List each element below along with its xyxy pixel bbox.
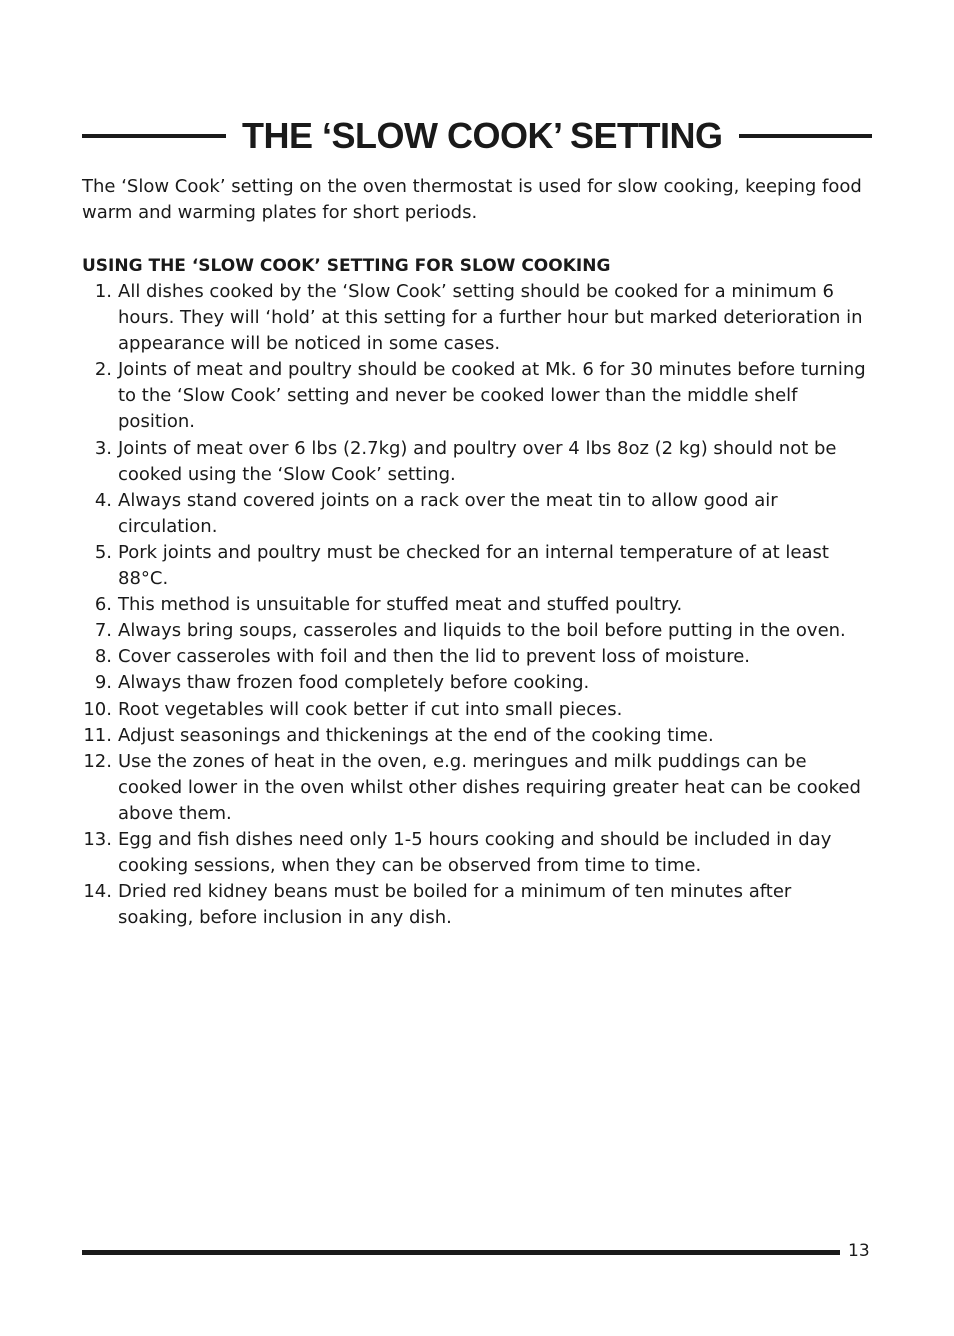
step-number: 11.	[83, 724, 112, 746]
step-number: 5.	[94, 541, 112, 563]
intro-paragraph: The ‘Slow Cook’ setting on the oven thermostat is used for slow cooking, keeping food warm and warming plates for short periods.	[82, 176, 862, 223]
list-item	[82, 697, 872, 723]
step-text: Always stand covered joints on a rack over the meat tin to allow good air circulation.	[118, 489, 778, 537]
step-text: Always bring soups, casseroles and liquids to the boil before putting in the oven.	[118, 620, 846, 642]
list-item	[82, 670, 872, 696]
list-item	[82, 540, 872, 592]
step-number: 10.	[83, 698, 112, 720]
title-row	[82, 108, 872, 164]
step-text: Joints of meat over 6 lbs (2.7kg) and poultry over 4 lbs 8oz (2 kg) should not be cooked using the ‘Slow Cook’ setting.	[118, 437, 837, 485]
list-item	[82, 618, 872, 644]
footer-rule	[82, 1250, 840, 1255]
step-number: 8.	[94, 646, 112, 668]
step-number: 1.	[94, 281, 112, 302]
step-number: 3.	[94, 437, 112, 459]
list-item	[82, 357, 872, 435]
step-number: 14.	[83, 881, 112, 903]
steps-list	[82, 279, 872, 931]
step-number: 7.	[94, 620, 112, 642]
title-rule-right	[739, 134, 872, 138]
step-text: Cover casseroles with foil and then the lid to prevent loss of moisture.	[118, 646, 750, 668]
list-item	[82, 279, 872, 357]
step-number: 13.	[83, 828, 112, 850]
step-number: 6.	[94, 594, 112, 616]
step-text: All dishes cooked by the ‘Slow Cook’ setting should be cooked for a minimum 6 hours. They will ‘hold’ at this setting for a further hour but marked deterioration in appearance will be noticed in some cases.	[118, 281, 863, 355]
list-item	[82, 488, 872, 540]
list-item	[82, 827, 872, 879]
list-item	[82, 723, 872, 749]
step-text: Pork joints and poultry must be checked for an internal temperature of at least 88°C.	[118, 541, 829, 590]
title-rule-left	[82, 134, 226, 138]
step-text: Adjust seasonings and thickenings at the end of the cooking time.	[118, 724, 714, 746]
step-text: Joints of meat and poultry should be cooked at Mk. 6 for 30 minutes before turning to the ‘Slow Cook’ setting and never be cooked lower than the middle shelf position.	[118, 359, 866, 433]
step-text: Use the zones of heat in the oven, e.g. meringues and milk puddings can be cooked lower in the oven whilst other dishes requiring greater heat can be cooked above them.	[118, 750, 861, 824]
list-item	[82, 879, 872, 931]
step-number: 9.	[94, 672, 112, 694]
page-title: THE ‘SLOW COOK’ SETTING	[242, 115, 723, 156]
step-text: Egg and fish dishes need only 1-5 hours cooking and should be included in day cooking sessions, when they can be observed from time to time.	[118, 828, 832, 877]
list-item	[82, 592, 872, 618]
step-number: 2.	[94, 359, 112, 381]
step-text: Dried red kidney beans must be boiled for a minimum of ten minutes after soaking, before inclusion in any dish.	[118, 881, 792, 929]
list-item	[82, 749, 872, 827]
list-item	[82, 644, 872, 670]
step-text: Always thaw frozen food completely before cooking.	[118, 672, 590, 694]
section-heading: USING THE ‘SLOW COOK’ SETTING FOR SLOW COOKING	[82, 256, 611, 276]
step-number: 4.	[94, 489, 112, 511]
list-item	[82, 436, 872, 488]
page-number: 13	[848, 1241, 870, 1261]
step-text: This method is unsuitable for stuffed meat and stuffed poultry.	[118, 594, 683, 616]
step-text: Root vegetables will cook better if cut into small pieces.	[118, 698, 623, 720]
step-number: 12.	[83, 750, 112, 772]
